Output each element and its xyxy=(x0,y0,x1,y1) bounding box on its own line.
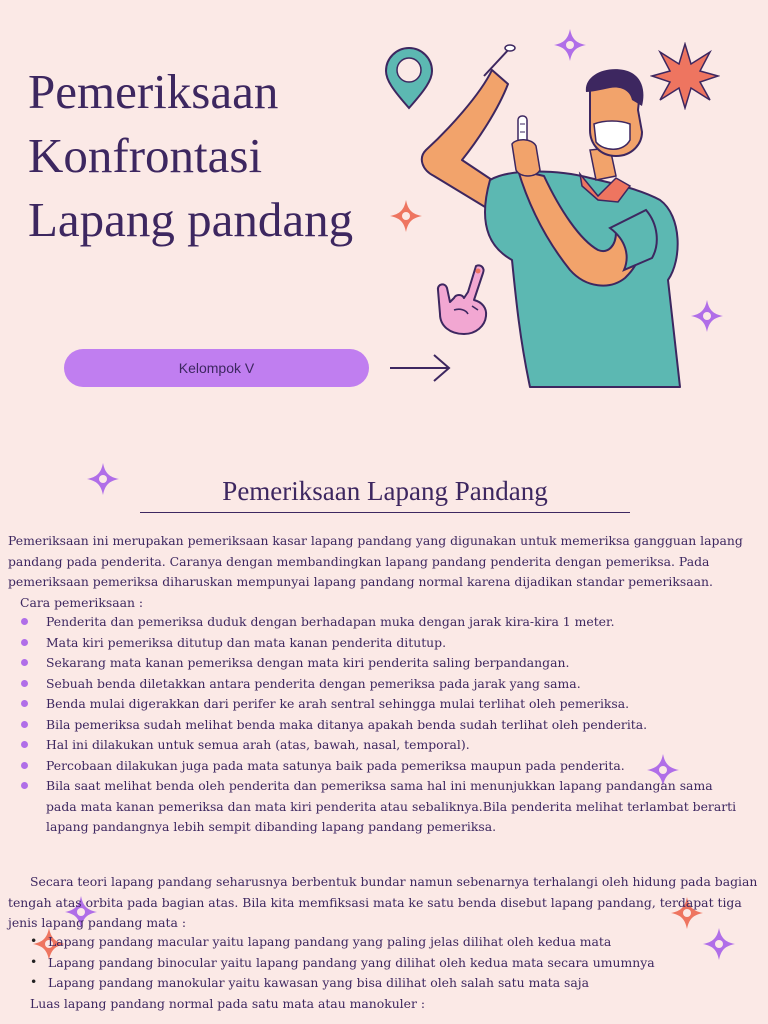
list-item: Penderita dan pemeriksa duduk dengan berhadapan muka dengan jarak kira-kira 1 meter. xyxy=(20,612,740,633)
sparkle-icon xyxy=(86,462,120,496)
page-title xyxy=(28,60,408,252)
list-item: Mata kiri pemeriksa ditutup dan mata kanan penderita ditutup. xyxy=(20,633,740,654)
list-item: • Lapang pandang manokular yaitu kawasan yang bisa dilihat oleh salah satu mata saja xyxy=(28,973,728,994)
intro-paragraph: Pemeriksaan ini merupakan pemeriksaan kasar lapang pandang yang digunakan untuk memeriksa gangguan lapang pandang pada penderita. Caranya dengan membandingkan lapang pandang penderita dengan pemeriksa. Pada pemeriksaan pemeriksa diharuskan mempunyai lapang pandang normal karena dijadikan standar pemeriksaan. xyxy=(8,533,743,589)
list-item: • Lapang pandang macular yaitu lapang pandang yang paling jelas dilihat oleh kedua mata xyxy=(28,932,728,953)
group-button[interactable] xyxy=(64,349,369,387)
kinds-list xyxy=(28,932,728,994)
list-item: • Lapang pandang binocular yaitu lapang pandang yang dilihat oleh kedua mata secara umumnya xyxy=(28,953,728,974)
title-line-3: Lapang pandang xyxy=(28,192,354,247)
list-item: Sebuah benda diletakkan antara penderita dengan pemeriksa pada jarak yang sama. xyxy=(20,674,740,695)
list-item: Bila saat melihat benda oleh penderita dan pemeriksa sama hal ini menunjukkan lapang pandangan sama pada mata kanan pemeriksa dan mata kiri penderita atau sebaliknya.Bila penderita melihat terlambat berarti lapang pandangnya lebih sempit dibanding lapang pandang pemeriksa. xyxy=(20,776,740,838)
sparkle-icon xyxy=(690,299,724,333)
list-item: Bila pemeriksa sudah melihat benda maka ditanya apakah benda sudah terlihat oleh penderita. xyxy=(20,715,740,736)
sparkle-icon xyxy=(389,199,423,233)
title-line-2: Konfrontasi xyxy=(28,128,263,183)
title-divider xyxy=(140,512,630,513)
normal-field-label: Luas lapang pandang normal pada satu mata atau manokuler : xyxy=(30,996,426,1011)
title-line-1: Pemeriksaan xyxy=(28,64,279,119)
method-label: Cara pemeriksaan : xyxy=(20,595,144,610)
list-item: Percobaan dilakukan juga pada mata satunya baik pada pemeriksa maupun pada penderita. xyxy=(20,756,740,777)
list-item: Sekarang mata kanan pemeriksa dengan mata kiri penderita saling berpandangan. xyxy=(20,653,740,674)
person-illustration xyxy=(420,40,685,390)
theory-paragraph: Secara teori lapang pandang seharusnya berbentuk bundar namun sebenarnya terhalangi oleh hidung pada bagian tengah atas orbita pada bagian atas. Bila kita memfiksasi mata ke satu benda disebut lapang pandang, terdapat tiga jenis lapang pandang mata : xyxy=(8,874,758,930)
list-item: Benda mulai digerakkan dari perifer ke arah sentral sehingga mulai terlihat oleh pemeriksa. xyxy=(20,694,740,715)
steps-list xyxy=(20,612,740,838)
group-label: Kelompok V xyxy=(178,360,255,376)
list-item: Hal ini dilakukan untuk semua arah (atas, bawah, nasal, temporal). xyxy=(20,735,740,756)
section-title: Pemeriksaan Lapang Pandang xyxy=(222,476,548,506)
